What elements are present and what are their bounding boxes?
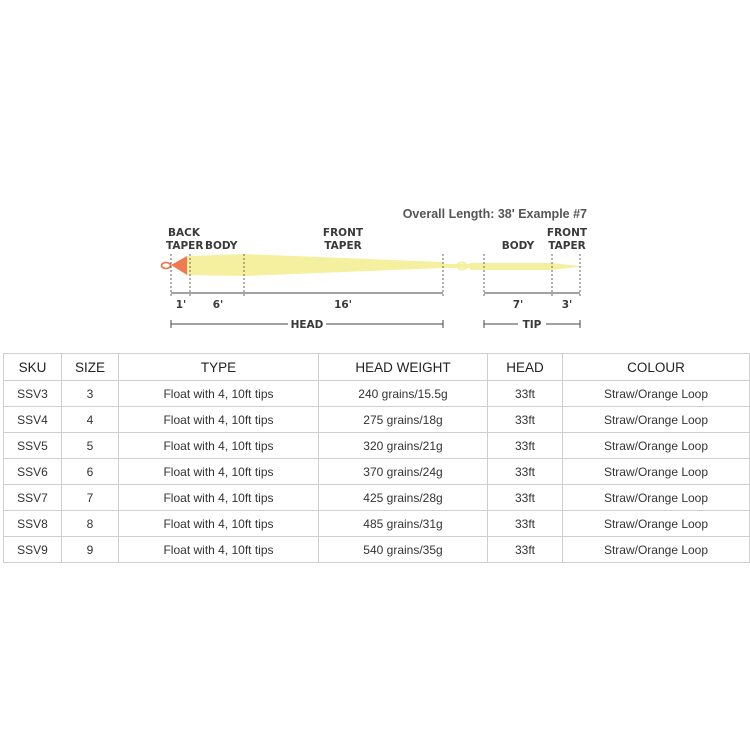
spec-table (3, 353, 750, 563)
tip-body-label: BODY (501, 240, 535, 252)
header-head-weight: HEAD WEIGHT (319, 354, 488, 381)
cell-colour: Straw/Orange Loop (563, 485, 750, 511)
body-length: 6' (212, 299, 224, 311)
table-row (4, 459, 750, 485)
cell-head-weight: 275 grains/18g (319, 407, 488, 433)
tip-label: TIP (522, 319, 542, 331)
cell-sku: SSV3 (4, 381, 62, 407)
table-row (4, 433, 750, 459)
cell-head-weight: 425 grains/28g (319, 485, 488, 511)
cell-head-weight: 320 grains/21g (319, 433, 488, 459)
table-row (4, 537, 750, 563)
cell-head: 33ft (488, 433, 563, 459)
cell-colour: Straw/Orange Loop (563, 407, 750, 433)
cell-size: 5 (62, 433, 119, 459)
tip-front-label: FRONT (546, 227, 588, 239)
table-row (4, 407, 750, 433)
cell-type: Float with 4, 10ft tips (119, 485, 319, 511)
table-header-row (4, 354, 750, 381)
cell-size: 3 (62, 381, 119, 407)
body-label: BODY (205, 240, 238, 252)
cell-colour: Straw/Orange Loop (563, 433, 750, 459)
fly-line-tip (470, 263, 583, 270)
front-taper-length: 16' (334, 299, 352, 311)
tip-taper-length: 3' (561, 299, 573, 311)
header-sku: SKU (4, 354, 62, 381)
head-label: HEAD (290, 319, 324, 331)
header-head: HEAD (488, 354, 563, 381)
header-type: TYPE (119, 354, 319, 381)
cell-head-weight: 540 grains/35g (319, 537, 488, 563)
cell-colour: Straw/Orange Loop (563, 459, 750, 485)
front-taper-label: TAPER (324, 240, 362, 252)
cell-head-weight: 370 grains/24g (319, 459, 488, 485)
front-label: FRONT (322, 227, 364, 239)
cell-sku: SSV5 (4, 433, 62, 459)
cell-sku: SSV7 (4, 485, 62, 511)
cell-size: 9 (62, 537, 119, 563)
cell-head: 33ft (488, 485, 563, 511)
cell-head: 33ft (488, 459, 563, 485)
cell-colour: Straw/Orange Loop (563, 381, 750, 407)
cell-head-weight: 240 grains/15.5g (319, 381, 488, 407)
cell-type: Float with 4, 10ft tips (119, 407, 319, 433)
cell-type: Float with 4, 10ft tips (119, 537, 319, 563)
cell-head: 33ft (488, 537, 563, 563)
cell-type: Float with 4, 10ft tips (119, 433, 319, 459)
cell-sku: SSV9 (4, 537, 62, 563)
back-taper-label: TAPER (166, 240, 204, 252)
cell-size: 8 (62, 511, 119, 537)
orange-rear-loop (162, 263, 171, 269)
header-colour: COLOUR (563, 354, 750, 381)
cell-head: 33ft (488, 407, 563, 433)
tip-taper-label: TAPER (548, 240, 586, 252)
table-row (4, 381, 750, 407)
cell-sku: SSV6 (4, 459, 62, 485)
cell-size: 4 (62, 407, 119, 433)
cell-size: 7 (62, 485, 119, 511)
table-row (4, 485, 750, 511)
cell-colour: Straw/Orange Loop (563, 511, 750, 537)
cell-sku: SSV4 (4, 407, 62, 433)
cell-type: Float with 4, 10ft tips (119, 511, 319, 537)
orange-rear-taper (171, 256, 187, 275)
cell-sku: SSV8 (4, 511, 62, 537)
overall-length-title: Overall Length: 38' Example #7 (402, 207, 587, 221)
back-label: BACK (168, 227, 200, 239)
cell-type: Float with 4, 10ft tips (119, 381, 319, 407)
cell-head: 33ft (488, 381, 563, 407)
cell-head-weight: 485 grains/31g (319, 511, 488, 537)
tip-body-length: 7' (512, 299, 524, 311)
fly-line-head (173, 254, 443, 276)
back-taper-length: 1' (175, 299, 187, 311)
cell-colour: Straw/Orange Loop (563, 537, 750, 563)
taper-diagram (0, 0, 750, 345)
cell-head: 33ft (488, 511, 563, 537)
table-row (4, 511, 750, 537)
cell-size: 6 (62, 459, 119, 485)
header-size: SIZE (62, 354, 119, 381)
cell-type: Float with 4, 10ft tips (119, 459, 319, 485)
